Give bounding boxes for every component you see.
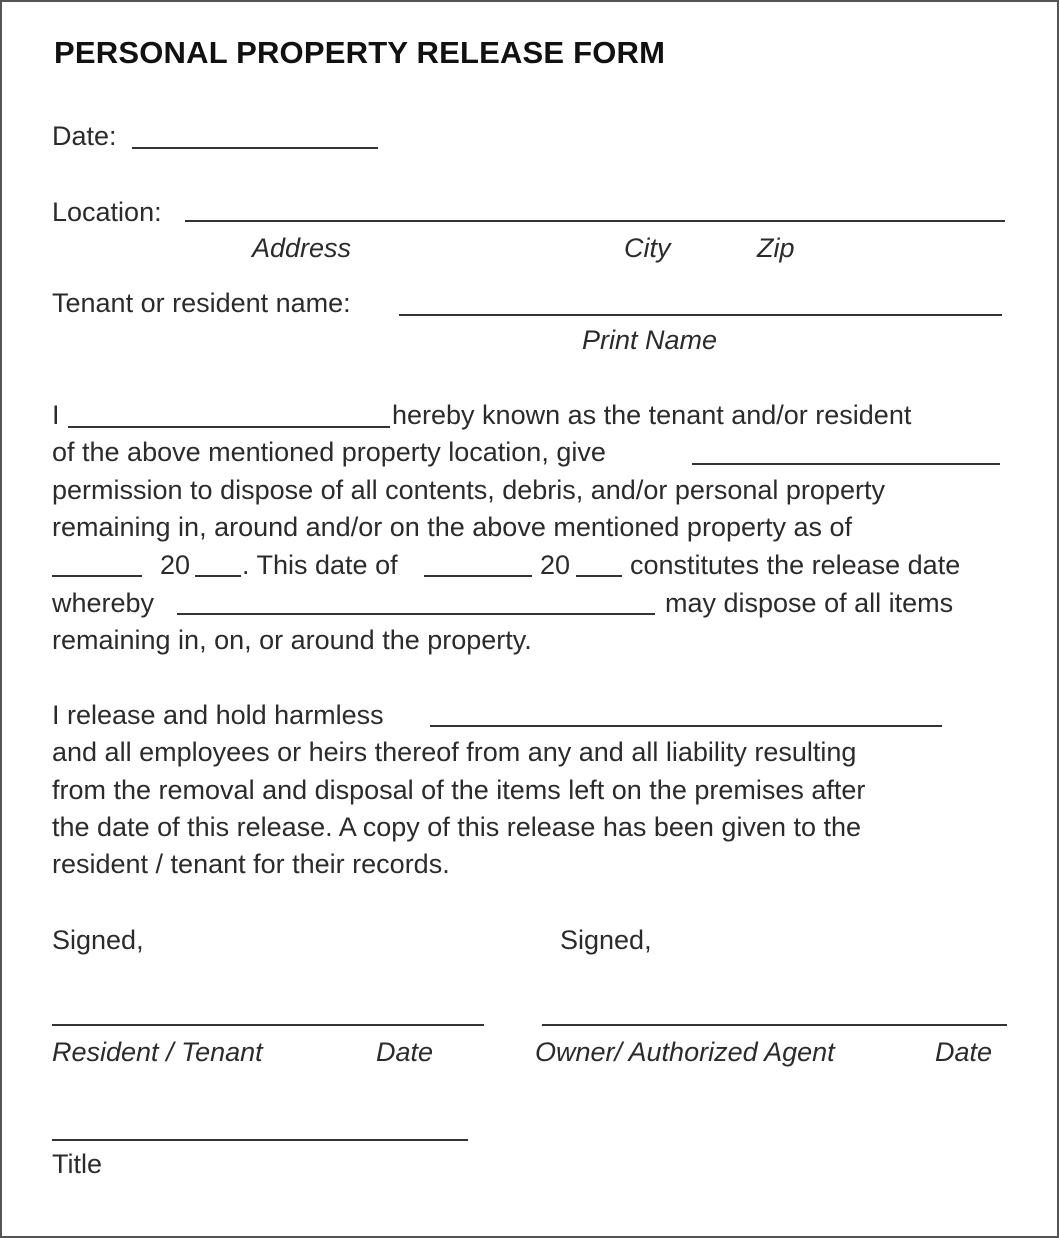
- tenant-name-inline-line[interactable]: [68, 426, 390, 428]
- address-hint: Address: [252, 233, 352, 263]
- permission-party-line[interactable]: [692, 463, 1000, 465]
- release-date-line[interactable]: [424, 575, 532, 577]
- release-year-prefix: 20: [540, 550, 571, 580]
- p1-line5-end: constitutes the release date: [630, 550, 961, 580]
- p1-line6-end: may dispose of all items: [665, 588, 954, 618]
- city-hint: City: [624, 233, 671, 263]
- p2-line1: I release and hold harmless: [52, 700, 384, 730]
- zip-hint: Zip: [757, 233, 795, 263]
- resident-date-caption: Date: [376, 1037, 434, 1067]
- as-of-year-prefix: 20: [160, 550, 191, 580]
- as-of-date-line[interactable]: [52, 575, 142, 577]
- form-title: PERSONAL PROPERTY RELEASE FORM: [54, 35, 666, 70]
- date-field-line[interactable]: [132, 147, 378, 149]
- p1-line7: remaining in, on, or around the property.: [52, 625, 532, 655]
- owner-signature-line[interactable]: [542, 1024, 1007, 1026]
- released-party-line[interactable]: [430, 725, 942, 727]
- p1-line5-mid: . This date of: [242, 550, 398, 580]
- signed-label-right: Signed,: [560, 925, 652, 955]
- release-year-line[interactable]: [576, 575, 622, 577]
- disposer-name-line[interactable]: [177, 613, 655, 615]
- as-of-year-line[interactable]: [195, 575, 241, 577]
- owner-agent-caption: Owner/ Authorized Agent: [535, 1037, 835, 1067]
- p1-line6-start: whereby: [52, 588, 155, 618]
- p1-line2: of the above mentioned property location, give: [52, 437, 606, 467]
- p2-line2: and all employees or heirs thereof from any and all liability resulting: [52, 737, 857, 767]
- title-field-label: Title: [52, 1149, 103, 1179]
- resident-signature-line[interactable]: [52, 1024, 484, 1026]
- date-label: Date:: [52, 121, 117, 151]
- p2-line5: resident / tenant for their records.: [52, 849, 450, 879]
- p1-line1-end: hereby known as the tenant and/or resident: [392, 400, 912, 430]
- p2-line3: from the removal and disposal of the items left on the premises after: [52, 775, 866, 805]
- p1-line3: permission to dispose of all contents, debris, and/or personal property: [52, 475, 885, 505]
- location-field-line[interactable]: [185, 220, 1005, 222]
- p1-line4: remaining in, around and/or on the above mentioned property as of: [52, 512, 853, 542]
- tenant-label: Tenant or resident name:: [52, 288, 351, 318]
- location-label: Location:: [52, 197, 162, 227]
- p2-line4: the date of this release. A copy of this release has been given to the: [52, 812, 862, 842]
- title-field-line[interactable]: [52, 1139, 468, 1141]
- resident-tenant-caption: Resident / Tenant: [52, 1037, 263, 1067]
- p1-line1-start: I: [52, 400, 60, 430]
- tenant-name-field-line[interactable]: [399, 314, 1002, 316]
- signed-label-left: Signed,: [52, 925, 144, 955]
- print-name-hint: Print Name: [582, 325, 718, 355]
- owner-date-caption: Date: [935, 1037, 993, 1067]
